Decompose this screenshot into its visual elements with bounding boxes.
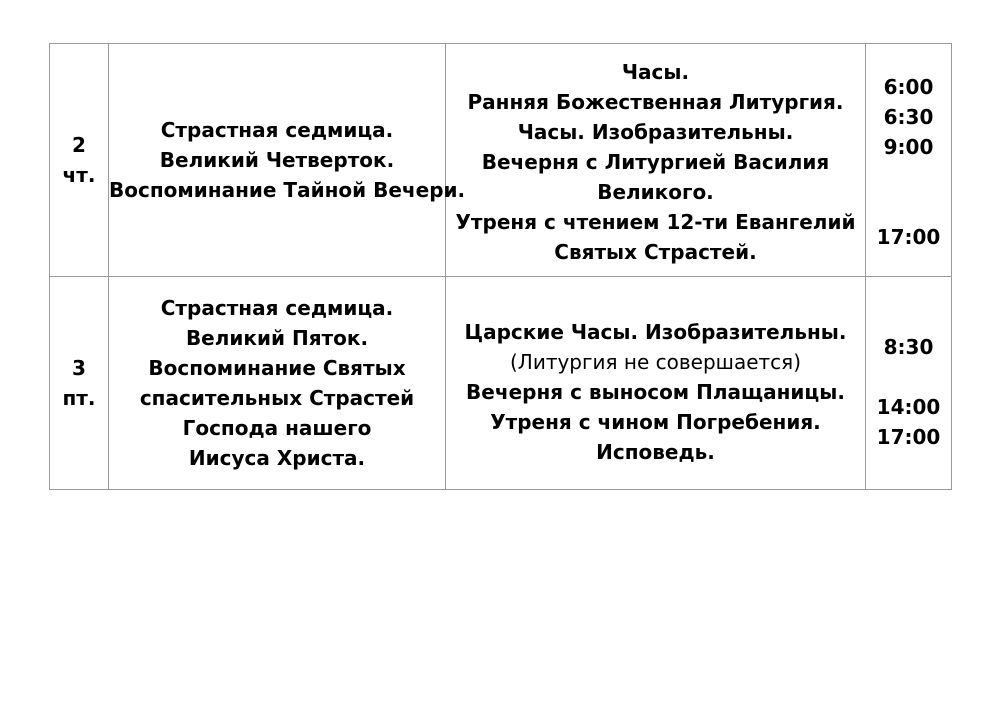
service-time: 6:30 bbox=[883, 105, 934, 129]
feast-title-cell bbox=[109, 44, 466, 277]
spacer bbox=[866, 162, 951, 192]
table-row bbox=[50, 44, 952, 277]
feast-title-line: спасительных Страстей bbox=[139, 386, 415, 410]
service-note: (Литургия не совершается) bbox=[509, 349, 801, 374]
feast-title-line: Воспоминание Святых bbox=[148, 356, 406, 380]
schedule-table bbox=[49, 43, 952, 490]
service-time: 6:00 bbox=[883, 75, 934, 99]
feast-title-line: Господа нашего bbox=[182, 416, 372, 440]
feast-title-line: Воспоминание Тайной Вечери. bbox=[109, 178, 466, 202]
date-number: 3 bbox=[72, 356, 86, 380]
date-cell bbox=[50, 277, 109, 490]
feast-title-line: Иисуса Христа. bbox=[188, 446, 366, 470]
times-cell bbox=[866, 44, 952, 277]
service-line: Великого. bbox=[597, 180, 714, 204]
service-line: Часы. Изобразительны. bbox=[517, 120, 794, 144]
service-line: Вечерня с Литургией Василия bbox=[481, 150, 830, 174]
date-number: 2 bbox=[72, 133, 86, 157]
service-line: Часы. bbox=[621, 60, 690, 84]
service-line: Царские Часы. Изобразительны. bbox=[464, 319, 847, 344]
times-cell bbox=[866, 277, 952, 490]
service-time: 17:00 bbox=[876, 424, 941, 449]
service-line: Вечерня с выносом Плащаницы. bbox=[466, 379, 845, 404]
feast-title-line: Страстная седмица. bbox=[160, 118, 394, 142]
feast-title-line: Великий Пяток. bbox=[185, 326, 369, 350]
feast-title-cell bbox=[109, 277, 446, 490]
weekday: чт. bbox=[62, 163, 96, 187]
services-cell bbox=[446, 277, 866, 490]
spacer bbox=[866, 192, 951, 222]
service-line: Утреня с чтением 12-ти Евангелий bbox=[455, 210, 856, 234]
table-row bbox=[50, 277, 952, 490]
service-time: 9:00 bbox=[883, 135, 934, 159]
weekday: пт. bbox=[62, 386, 96, 410]
service-time: 8:30 bbox=[883, 334, 934, 359]
feast-title-line: Великий Четверток. bbox=[159, 148, 395, 172]
services-cell bbox=[446, 44, 866, 277]
service-time: 14:00 bbox=[876, 394, 941, 419]
feast-title-line: Страстная седмица. bbox=[160, 296, 394, 320]
spacer bbox=[866, 362, 951, 392]
date-cell bbox=[50, 44, 109, 277]
service-time: 17:00 bbox=[876, 225, 941, 249]
service-line: Святых Страстей. bbox=[554, 240, 757, 264]
service-line: Исповедь. bbox=[596, 439, 715, 464]
service-line: Утреня с чином Погребения. bbox=[490, 409, 821, 434]
service-line: Ранняя Божественная Литургия. bbox=[467, 90, 844, 114]
